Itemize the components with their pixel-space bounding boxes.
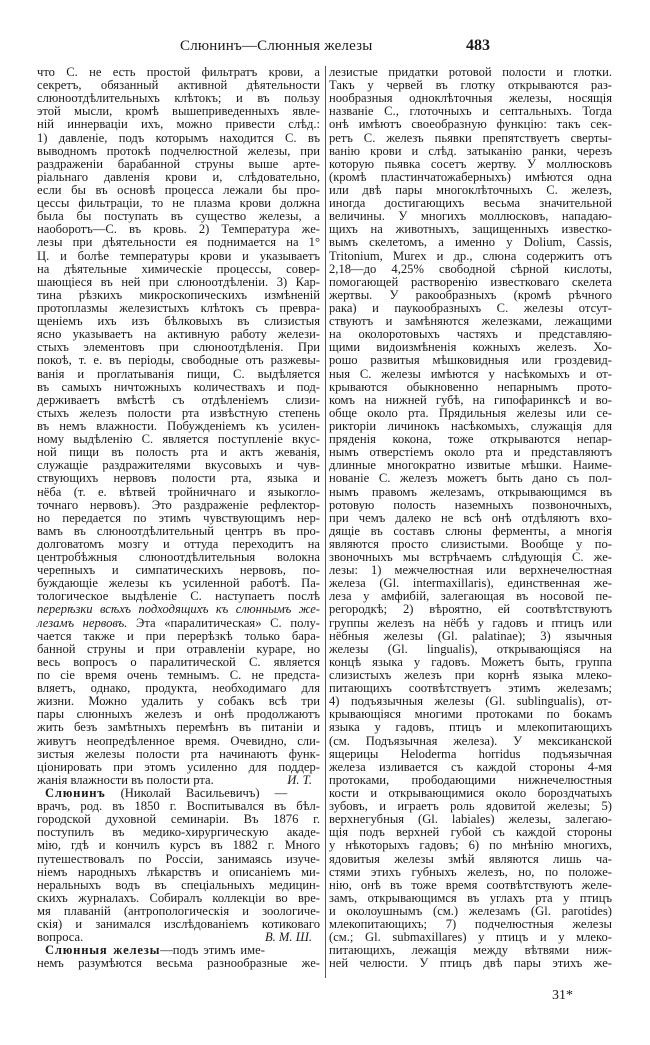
text-line: зистыя железы полости рта начинаютъ функ- [37, 746, 320, 761]
text-line: замъ, открывающимся въ углахъ рта у птицъ [329, 890, 612, 905]
right-column [329, 66, 612, 971]
text-line: въ немъ влажности. Побужденіемъ къ усилен- [37, 418, 320, 433]
text-line: нію, онѣ въ тоже время соотвѣтствуютъ желе- [329, 877, 612, 892]
text-span: (Николай Васильевичъ) — [105, 786, 288, 801]
text-line: щія подъ верхней губой съ каждой стороны [329, 825, 612, 840]
text-line: вымъ скелетомъ, а именно у Dolium, Cassis, [329, 235, 612, 250]
text-line: весь вопросъ о паралитической С. является [37, 654, 320, 669]
text-line: протоками, прободающими нижнечелюстныя [329, 772, 612, 787]
text-line: если бы въ основѣ процесса лежали бы про- [37, 182, 320, 197]
text-line: слюноотдѣлительныхъ клѣтокъ; и въ пользу [37, 91, 320, 106]
text-line: помогающей растворенію известковаго скелета [329, 274, 612, 289]
text-span: —подъ этимъ име- [160, 943, 265, 958]
text-line: рикторіи личинокъ насѣкомыхъ, служащія для [329, 418, 612, 433]
italic-text: перерѣзки всѣхъ подходящихъ къ слюннымъ же- [37, 602, 320, 617]
text-line: наоборотъ—С. въ кровь. 2) Температура же- [37, 222, 320, 237]
text-span: жанія влажности въ полости рта. [37, 772, 214, 787]
text-line: комъ на нижней губѣ, на гипофаринксѣ и во- [329, 392, 612, 407]
text-line: (кромѣ пластинчатожаберныхъ) имѣются одна [329, 169, 612, 184]
text-line: служащіе раздражителями вкусовыхъ и чув- [37, 458, 320, 473]
text-line: чается также и при перерѣзкѣ только бара- [37, 628, 320, 643]
text-line: ящерицы Heloderma horridus подъязычная [329, 746, 612, 761]
text-line: тологическое выдѣленіе С. наступаетъ послѣ [37, 589, 320, 604]
text-line: жизни. Можно удалить у собакъ всѣ три [37, 694, 320, 709]
text-line: длинные многократно извитые мѣшки. Наиме- [329, 458, 612, 473]
text-line: стями этихъ губныхъ железъ, но, по положе- [329, 864, 612, 879]
text-line: нымъ правомъ железамъ, открывающимся въ [329, 484, 612, 499]
text-line: 2,18—до 4,25% свободной сѣрной кислоты, [329, 261, 612, 276]
text-line: ріальнаго давленія крови и, слѣдовательно, [37, 169, 320, 184]
text-line: ретъ С. железъ пьявки препятствуетъ сверты- [329, 130, 612, 145]
author-initials: В. М. Ш. [264, 930, 312, 945]
left-column [37, 66, 320, 971]
text-line: шающіеся въ ней при слюноотдѣленіи. 3) Кар- [37, 274, 320, 289]
text-line: стыхъ элементовъ при слюноотдѣленія. При [37, 340, 320, 355]
text-line: при чемъ далеко не всѣ онѣ отдѣляютъ вхо- [329, 510, 612, 525]
text-line: нованіе С. железъ можетъ быть дано съ пол- [329, 471, 612, 486]
text-line: скія) и занимался изслѣдованіемъ котиковаго [37, 917, 320, 932]
text-line: ному выдѣленію С. является поступленіе вкус- [37, 432, 320, 447]
text-line: жить безъ замѣтныхъ перемѣнъ въ питаніи и [37, 720, 320, 735]
text-line: концѣ языка у гадовъ. Можетъ быть, группа [329, 654, 612, 669]
text-line: ванію крови и слѣд. затыканію ранки, черезъ [329, 143, 612, 158]
text-line: стыхъ железъ полости рта извѣстную степень [37, 405, 320, 420]
text-line: ванія и проглатыванія пищи, С. выдѣляется [37, 366, 320, 381]
text-line: группы железъ на нёбѣ у гадовъ и птицъ или [329, 615, 612, 630]
text-line: лезы: 1) межчелюстная или верхнечелюстная [329, 563, 612, 578]
text-line: ядовитыя железы змѣй являются лишь ча- [329, 851, 612, 866]
text-line: ній иннерваціи ихъ, можно привести слѣд.: [37, 117, 320, 132]
text-line: ной пищи въ полость рта и актъ жеванія, [37, 445, 320, 460]
text-line: щими видоизмѣненія кожныхъ железъ. Хо- [329, 340, 612, 355]
text-line: являются просто слизистыми. Вообще у по- [329, 536, 612, 551]
text-line: живутъ неопредѣленное время. Очевидно, сли- [37, 733, 320, 748]
text-line: и околоушнымъ (см.) железамъ (Gl. parotides) [329, 904, 612, 918]
text-line: жертвы. У ракообразныхъ (кромѣ рѣчного [329, 287, 612, 302]
text-line: языка у гадовъ, птицъ и млекопитающихъ [329, 720, 612, 735]
text-line: ніемъ народныхъ лѣкарствъ и описаніемъ ми- [37, 864, 320, 879]
entry-headword: Слюнныя железы [45, 943, 161, 958]
text-span: вопроса. [37, 930, 84, 945]
text-line: кости и открывающимися около бороздчатыхъ [329, 786, 612, 801]
text-line: звоночныхъ мы встрѣчаемъ слѣдующія С. же- [329, 550, 612, 565]
text-line: путешествовалъ по Россіи, занимаясь изуче- [37, 851, 320, 866]
text-line: врачъ, род. въ 1850 г. Воспитывался въ бѣл- [37, 799, 320, 814]
column-divider [325, 66, 326, 978]
text-line: 4) подъязычныя железы (Gl. sublingualis), от- [329, 694, 612, 709]
text-line: слизистыхъ железъ при корнѣ языка млеко- [329, 668, 612, 683]
text-line: пряденія кокона, тоже открываются непар- [329, 432, 612, 447]
text-line: регородкѣ; 2) вѣроятно, ей соотвѣтствуютъ [329, 602, 612, 617]
text-line: по сіе время очень темнымъ. С. не предста- [37, 668, 320, 683]
text-line: щеніемъ ихъ изъ бѣлковыхъ въ слизистыя [37, 314, 320, 329]
text-line: верхнегубныя (Gl. labiales) железы, залегаю- [329, 812, 612, 827]
text-line: 1) давленіе, подъ которымъ находится С. въ [37, 130, 320, 145]
text-line: ротовую полость наземныхъ позвоночныхъ, [329, 497, 612, 512]
text-line: железа изливается съ каждой стороны 4-мя [329, 759, 612, 774]
text-line: рака) и паукообразныхъ С. железы отсут- [329, 300, 612, 315]
text-line: секретъ, обязанный активной дѣятельности [37, 78, 320, 93]
text-line: этой мысли, кромѣ вышеприведенныхъ явле- [37, 104, 320, 119]
text-line: покоѣ, т. е. въ періоды, свободные отъ разжевы- [37, 353, 320, 368]
text-line: неральныхъ водъ въ спеціальныхъ медицин- [37, 877, 320, 892]
text-line: черепныхъ и симпатическихъ нервовъ, по- [37, 563, 320, 578]
text-line: щихъ на животныхъ, защищенныхъ известко- [329, 222, 612, 237]
text-line: питающихъ соотвѣтствуетъ этимъ железамъ; [329, 681, 612, 696]
text-line: ствуютъ и замѣняются железками, лежащими [329, 314, 612, 329]
text-line: нообразныя одноклѣточныя железы, носящія [329, 91, 612, 106]
text-line: держиваетъ вмѣстѣ съ отдѣленіемъ слизи- [37, 392, 320, 407]
text-line: названіе С., глоточныхъ и септальныхъ. Тогда [329, 104, 612, 119]
text-line: рошо развитыя мѣшковидныя или гроздевид- [329, 353, 612, 368]
text-line: питающихъ, лежащія между вѣтвями ниж- [329, 943, 612, 958]
text-line: на околоротовыхъ частяхъ и представляю- [329, 327, 612, 342]
text-line: мя плаваній (антропологическія и зоологиче- [37, 904, 320, 918]
text-line: иногда достигающихъ весьма значительной [329, 196, 612, 211]
text-line: ясно указываетъ на активную работу желези- [37, 327, 320, 342]
text-line: долговатомъ мозгу и оттуда переходитъ на [37, 536, 320, 551]
text-line: (см. Подъязычная железа). У мексиканской [329, 733, 612, 748]
text-line: протоплазмы железистыхъ клѣтокъ съ превра- [37, 300, 320, 315]
text-line: скихъ журналахъ. Собиралъ коллекціи во вре- [37, 890, 320, 905]
text-line: нёбныя железы (Gl. palatinae); 3) язычныя [329, 628, 612, 643]
text-line: млекопитающихъ; 7) подчелюстныя железы [329, 917, 612, 932]
text-line: городской духовной семинаріи. Въ 1876 г. [37, 812, 320, 827]
text-line: зубовъ, и играетъ роль ядовитой железы; 5) [329, 799, 612, 814]
text-line: буждающіе железы къ усиленной работѣ. Па- [37, 576, 320, 591]
page-number: 483 [466, 37, 490, 54]
text-line: немъ разумѣются весьма разнообразные же- [37, 956, 320, 971]
text-line: ціонировать при этомъ усиленно для поддер- [37, 759, 320, 774]
entry-headword: Слюнинъ [45, 786, 106, 801]
text-span: Эта «паралитическая» С. полу- [127, 615, 320, 630]
text-line: была бы поступать въ существо железы, а [37, 209, 320, 224]
text-line: (см.; Gl. submaxillares) у птицъ и у млеко- [329, 930, 612, 945]
text-line: выводномъ протокѣ подчелюстной железы, при [37, 143, 320, 158]
text-line: банной струны и при отравленіи кураре, но [37, 641, 320, 656]
italic-text: лезамъ нервовъ. [37, 615, 128, 630]
text-line: лезистые придатки ротовой полости и глотки. [329, 65, 612, 79]
text-line: нымъ отверстіемъ около рта и представляютъ [329, 445, 612, 460]
text-line: ствующихъ нервовъ полости рта, языка и [37, 471, 320, 486]
text-line: леза у амфибій, залегающая въ носовой пе- [329, 589, 612, 604]
text-line: крывающіяся многими протоками по бокамъ [329, 707, 612, 722]
text-line: въ самыхъ ничтожныхъ количествахъ и под- [37, 379, 320, 394]
signature-mark: 31* [552, 988, 573, 1003]
text-line: пары слюнныхъ железъ и онѣ продолжаютъ [37, 707, 320, 722]
text-line: крываются обыкновенно непарнымъ прото- [329, 379, 612, 394]
text-line: точнаго нервовъ). Это раздраженіе рефлектор- [37, 497, 320, 512]
text-line: вамъ въ слюноотдѣлительный центръ въ про- [37, 523, 320, 538]
text-line: что С. не есть простой фильтратъ крови, а [37, 65, 320, 79]
text-line: мію, гдѣ и кончилъ курсъ въ 1882 г. Много [37, 838, 320, 853]
text-line: вляетъ, однако, продукта, необходимаго для [37, 681, 320, 696]
text-line: ней челюсти. У птицъ двѣ пары этихъ же- [329, 956, 612, 971]
text-line: железы (Gl. lingualis), открывающіяся на [329, 641, 612, 656]
text-line: обще около рта. Прядильныя железы или се- [329, 405, 612, 420]
text-line: дящіе въ составъ слюны ферменты, а многія [329, 523, 612, 538]
text-line: величины. У многихъ моллюсковъ, нападаю- [329, 209, 612, 224]
text-line: нёба (т. е. вѣтвей тройничнаго и языкогло- [37, 484, 320, 499]
text-line: Tritonium, Murex и др., слюна содержитъ отъ [329, 248, 612, 263]
text-line: ныя С. железы имѣются у насѣкомыхъ и от- [329, 366, 612, 381]
text-line: на дѣятельные химическіе процессы, совер- [37, 261, 320, 276]
text-line: поступилъ въ медико-хирургическую акаде- [37, 825, 320, 840]
text-line: тина рѣзкихъ микроскопическихъ измѣненій [37, 287, 320, 302]
text-line: Ц. и болѣе температуры крови и указываетъ [37, 248, 320, 263]
text-line: которую пьявка сосетъ жертву. У моллюсковъ [329, 156, 612, 171]
text-line [37, 617, 320, 630]
running-title: Слюнинъ—Слюнныя железы [180, 38, 373, 54]
text-line: железа (Gl. intermaxillaris), единственная же- [329, 576, 612, 591]
author-initials: И. Т. [287, 772, 312, 787]
text-line: или двѣ пары многоклѣточныхъ С. железъ, [329, 182, 612, 197]
text-line: но передается по этимъ чувствующимъ нер- [37, 510, 320, 525]
text-line: центробѣжныя слюноотдѣлительныя волокна [37, 550, 320, 565]
text-line: цессы фильтраціи, то не плазма крови должна [37, 196, 320, 211]
text-line: онѣ имѣютъ своеобразную функцію: такъ сек- [329, 117, 612, 132]
text-line: у нѣкоторыхъ гадовъ; 6) по мнѣнію многихъ, [329, 838, 612, 853]
text-line: лезы при дѣятельности ея поднимается на 1° [37, 235, 320, 250]
text-line: раздраженіи барабанной струны выше арте- [37, 156, 320, 171]
text-line: Такъ у червей въ глотку открываются раз- [329, 78, 612, 93]
